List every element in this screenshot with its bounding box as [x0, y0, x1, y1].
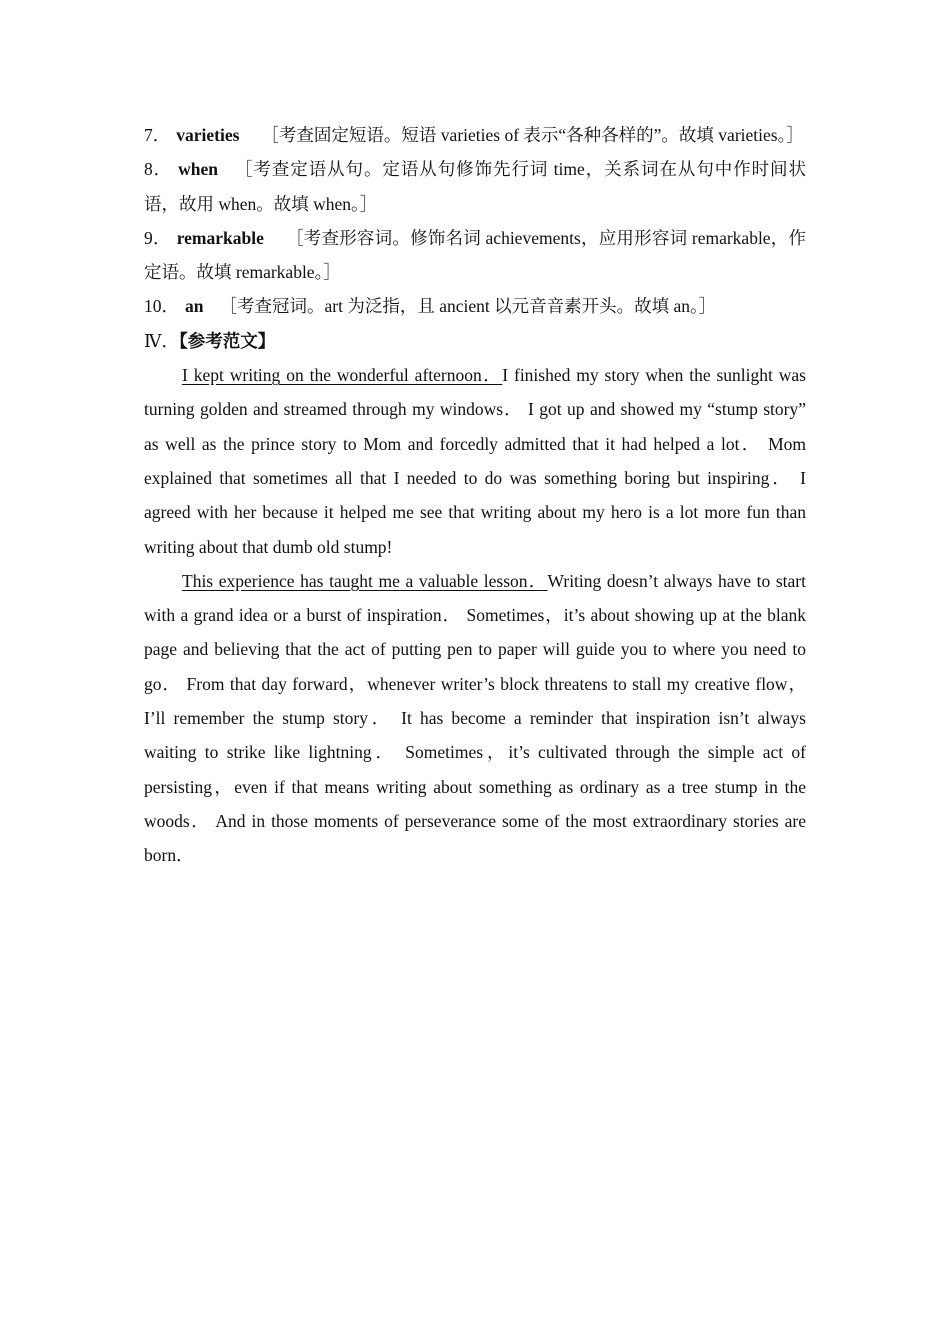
- section-label: 【参考范文】: [178, 330, 276, 351]
- answer-explanation: ［考查形容词。修饰名词 achievements，应用形容词 remarkable，作定语。故填 remarkable。］: [144, 227, 806, 283]
- answer-word: when: [178, 159, 218, 180]
- document-page: [144, 118, 806, 873]
- answer-item-7: [144, 118, 806, 152]
- essay-lead-sentence: This experience has taught me a valuable lesson．: [182, 570, 548, 591]
- answer-item-9: [144, 221, 806, 290]
- essay-body-text: I finished my story when the sunlight was turning golden and streamed through my windows． I got up and showed my “stump story” as well as the prince story to Mom and forcedly admitted that it had helped a lot． Mom explained that sometimes all that I needed to do was something boring but inspiring． I agreed with her because it helped me see that writing about my hero is a lot more fun than writing about that dumb old stump!: [144, 365, 806, 557]
- answer-item-10: [144, 289, 806, 323]
- answer-explanation: ［考查定语从句。定语从句修饰先行词 time，关系词在从句中作时间状语，故用 when。故填 when。］: [144, 159, 806, 214]
- answer-word: remarkable: [176, 227, 264, 248]
- essay-paragraph-1: [144, 358, 806, 564]
- section-roman-numeral: Ⅳ．: [144, 330, 179, 351]
- section-heading: [144, 324, 806, 358]
- item-number: 8．: [144, 159, 173, 180]
- essay-paragraph-2: [144, 564, 806, 873]
- item-number: 10．: [144, 296, 179, 317]
- answer-explanation: ［考查固定短语。短语 varieties of 表示“各种各样的”。故填 varieties。］: [261, 125, 804, 145]
- answer-word: an: [185, 296, 204, 317]
- answer-word: varieties: [176, 125, 240, 145]
- answer-item-8: [144, 152, 806, 221]
- essay-body-text: Writing doesn’t always have to start with a grand idea or a burst of inspiration． Sometimes，it’s about showing up at the blank page and believing that the act of putting pen to paper will guide you to where you need to go． From that day forward，whenever writer’s block threatens to stall my creative flow，I’ll remember the stump story． It has become a reminder that inspiration isn’t always waiting to strike like lightning． Sometimes，it’s cultivated through the simple act of persisting，even if that means writing about something as ordinary as a tree stump in the woods． And in those moments of perseverance some of the most extraordinary stories are born．: [144, 570, 806, 866]
- item-number: 7．: [144, 125, 171, 145]
- essay-lead-sentence: I kept writing on the wonderful afternoon．: [182, 365, 503, 386]
- item-number: 9．: [144, 227, 171, 248]
- answer-explanation: ［考查冠词。art 为泛指，且 ancient 以元音音素开头。故填 an。］: [219, 296, 717, 317]
